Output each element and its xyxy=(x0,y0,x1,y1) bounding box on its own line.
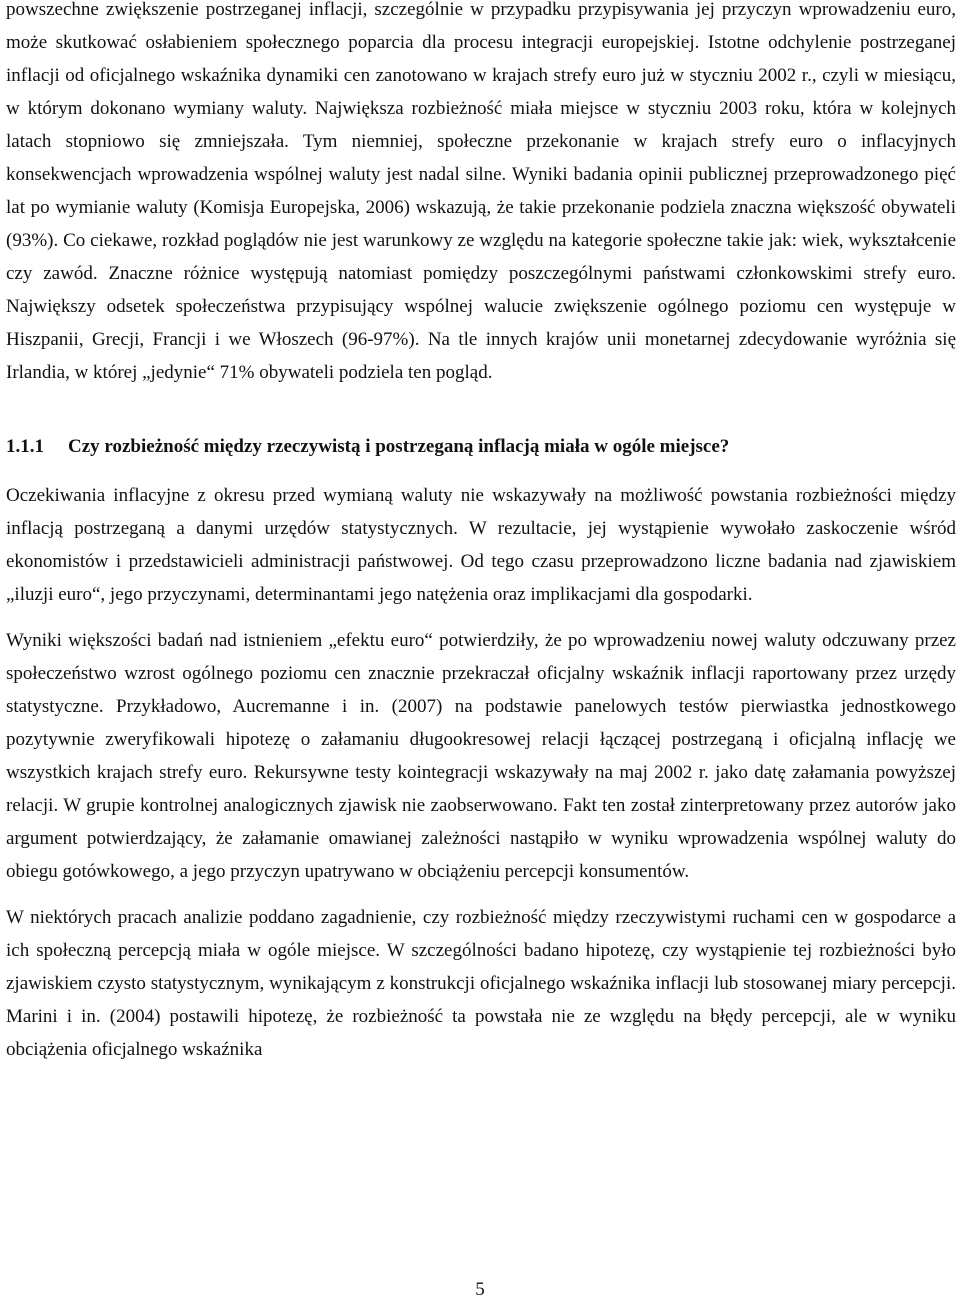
section-number: 1.1.1 xyxy=(6,436,44,457)
page-number: 5 xyxy=(475,1279,485,1300)
body-paragraph: Oczekiwania inflacyjne z okresu przed wymianą waluty nie wskazywały na możliwość powstania rozbieżności między inflacją postrzeganą a danymi urzędów statystycznych. W rezultacie, jej wystąpienie wywołało zaskoczenie wśród ekonomistów i przedstawicieli administracji państwowej. Od tego czasu przeprowadzono liczne badania nad zjawiskiem „iluzji euro“, jego przyczynami, determinantami jego natężenia oraz implikacjami dla gospodarki. xyxy=(6,485,956,605)
section-heading xyxy=(6,430,956,463)
section-title: Czy rozbieżność między rzeczywistą i postrzeganą inflacją miała w ogóle miejsce? xyxy=(68,436,730,457)
body-paragraph: W niektórych pracach analizie poddano zagadnienie, czy rozbieżność między rzeczywistymi ruchami cen w gospodarce a ich społeczną percepcją miała w ogóle miejsce. W szczególności badano hipotezę, czy wystąpienie tej rozbieżności było zjawiskiem czysto statystycznym, wynikającym z konstrukcji oficjalnego wskaźnika inflacji lub stosowanej miary percepcji. Marini i in. (2004) postawili hipotezę, że rozbieżność ta powstała nie ze względu na błędy percepcji, ale w wyniku obciążenia oficjalnego wskaźnika xyxy=(6,907,956,1060)
body-paragraph: Wyniki większości badań nad istnieniem „efektu euro“ potwierdziły, że po wprowadzeniu nowej waluty odczuwany przez społeczeństwo wzrost ogólnego poziomu cen znacznie przekraczał oficjalny wskaźnik inflacji raportowany przez urzędy statystyczne. Przykładowo, Aucremanne i in. (2007) na podstawie panelowych testów pierwiastka jednostkowego pozytywnie zweryfikowali hipotezę o załamaniu długookresowej relacji łączącej postrzeganą i oficjalną inflację we wszystkich krajach strefy euro. Rekursywne testy kointegracji wskazywały na maj 2002 r. jako datę załamania powyższej relacji. W grupie kontrolnej analogicznych zjawisk nie zaobserwowano. Fakt ten został zinterpretowany przez autorów jako argument potwierdzający, że załamanie omawianej zależności nastąpiło w wyniku wprowadzenia wspólnej waluty do obiegu gotówkowego, a jego przyczyn upatrywano w obciążeniu percepcji konsumentów. xyxy=(6,630,956,882)
body-paragraph: powszechne zwiększenie postrzeganej inflacji, szczególnie w przypadku przypisywania jej przyczyn wprowadzeniu euro, może skutkować osłabieniem społecznego poparcia dla procesu integracji europejskiej. Istotne odchylenie postrzeganej inflacji od oficjalnego wskaźnika dynamiki cen zanotowano w krajach strefy euro już w styczniu 2002 r., czyli w miesiącu, w którym dokonano wymiany waluty. Największa rozbieżność miała miejsce w styczniu 2003 roku, która w kolejnych latach stopniowo się zmniejszała. Tym niemniej, społeczne przekonanie w krajach strefy euro o inflacyjnych konsekwencjach wprowadzenia wspólnej waluty jest nadal silne. Wyniki badania opinii publicznej przeprowadzonego pięć lat po wymianie waluty (Komisja Europejska, 2006) wskazują, że takie przekonanie podziela znaczna większość obywateli (93%). Co ciekawe, rozkład poglądów nie jest warunkowy ze względu na kategorie społeczne takie jak: wiek, wykształcenie czy zawód. Znaczne różnice występują natomiast pomiędzy poszczególnymi państwami członkowskimi strefy euro. Największy odsetek społeczeństwa przypisujący wspólnej walucie zwiększenie ogólnego poziomu cen występuje w Hiszpanii, Grecji, Francji i we Włoszech (96-97%). Na tle innych krajów unii monetarnej zdecydowanie wyróżnia się Irlandia, w której „jedynie“ 71% obywateli podziela ten pogląd. xyxy=(6,0,956,383)
